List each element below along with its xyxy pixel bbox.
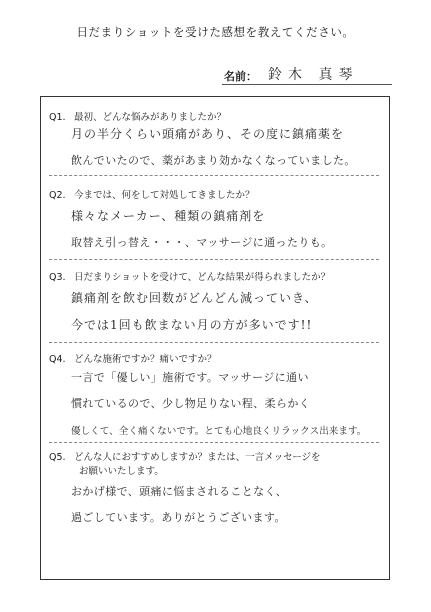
divider	[49, 442, 379, 443]
answer-4-line-3: 優しくて、全く痛くないです。とても心地良くリラックス出来ます。	[71, 426, 367, 437]
answer-4-line-1: 一言で「優しい」施術です。マッサージに通い	[71, 371, 309, 384]
question-4	[49, 351, 217, 365]
divider	[49, 175, 379, 176]
name-value: 鈴木 真琴	[268, 67, 359, 83]
divider	[49, 342, 379, 343]
question-number: Q4.	[49, 354, 66, 365]
answer-5-line-1: おかげ様で、頭痛に悩まされることなく、	[71, 485, 288, 498]
question-2	[49, 187, 255, 201]
answer-1-line-2: 飲んでいたので、薬があまり効かなくなっていました。	[71, 154, 356, 167]
divider	[49, 259, 379, 260]
answer-5-line-2: 過ごしています。ありがとうございます。	[71, 511, 286, 524]
question-text: どんな人におすすめしますか？または、一言メッセージを	[74, 452, 321, 463]
question-number: Q3.	[49, 272, 66, 283]
question-5	[49, 449, 321, 463]
questionnaire-box	[40, 96, 390, 580]
question-number: Q2.	[49, 190, 66, 201]
question-3	[49, 269, 330, 283]
question-5-line-2: お願いいたします。	[79, 466, 164, 477]
question-text: 今までは、何をして対処してきましたか？	[74, 190, 255, 201]
page-title: 日だまりショットを受けた感想を教えてください。	[76, 25, 355, 39]
question-number: Q1.	[49, 112, 66, 123]
answer-4-line-2: 慣れているので、少し物足りない程、柔らかく	[71, 397, 311, 410]
question-text: どんな施術ですか？痛いですか？	[74, 354, 217, 365]
question-1	[49, 109, 226, 123]
name-label: 名前：	[224, 70, 257, 83]
question-text: 日だまりショットを受けて、どんな結果が得られましたか？	[74, 272, 331, 283]
answer-3-line-2: 今では1回も飲まない月の方が多いです!!	[71, 318, 313, 332]
answer-2-line-1: 様々なメーカー、種類の鎮痛剤を	[71, 209, 266, 223]
answer-1-line-1: 月の半分くらい頭痛があり、その度に鎮痛薬を	[71, 127, 345, 141]
answer-2-line-2: 取替え引っ替え・・・、マッサージに通ったりも。	[71, 236, 333, 249]
question-number: Q5.	[49, 452, 66, 463]
answer-3-line-1: 鎮痛剤を飲む回数がどんどん減っていき、	[71, 291, 318, 305]
name-field	[222, 64, 392, 85]
question-text: 最初、どんな悩みがありましたか？	[74, 112, 227, 123]
